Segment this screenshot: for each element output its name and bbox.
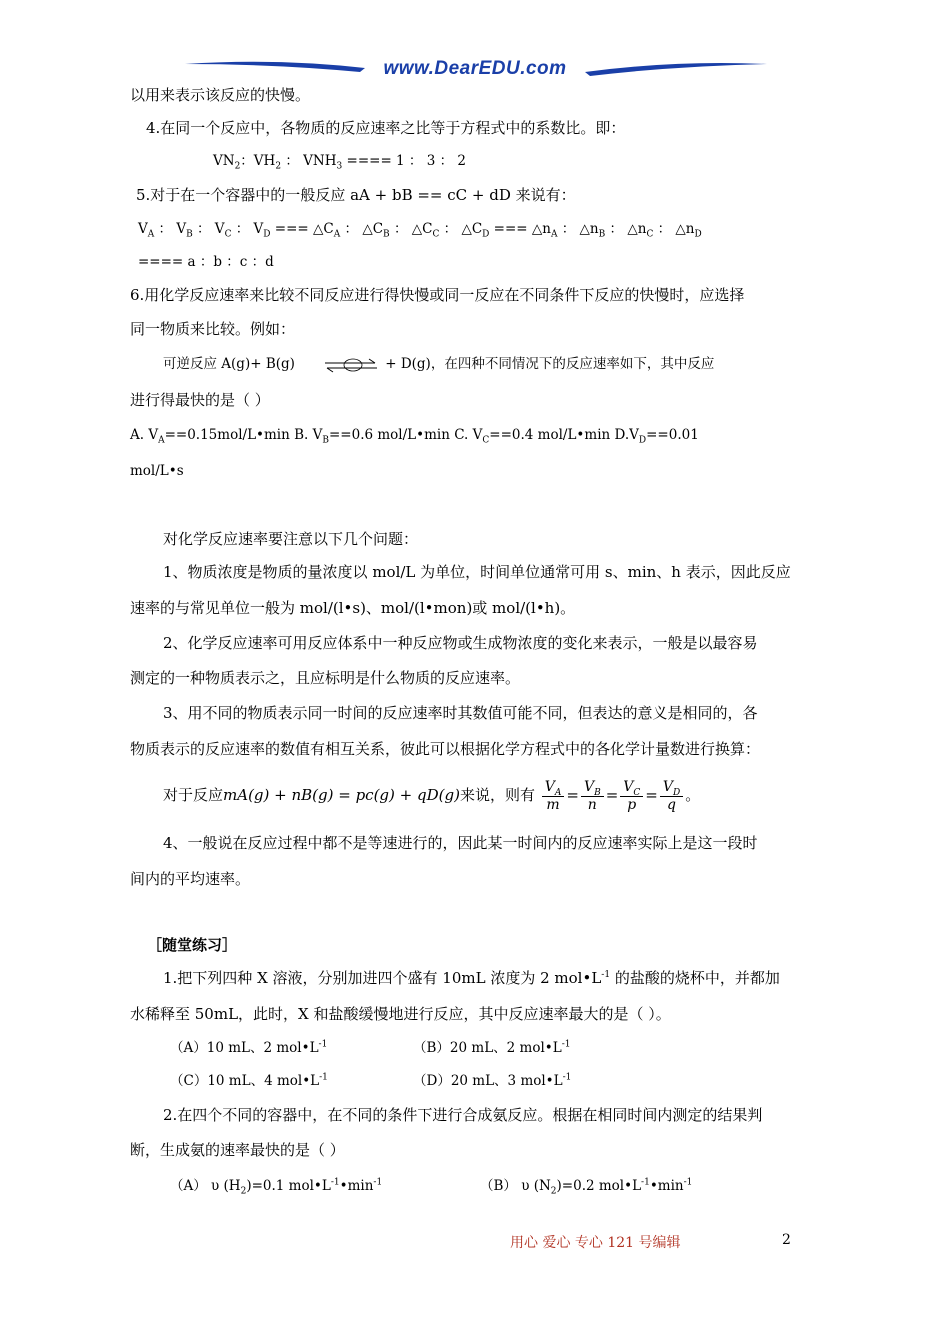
option-d: （D）20 mL、3 $mol•L^{-1}$ (413, 1072, 572, 1089)
text-line: 4.在同一个反应中，各物质的反应速率之比等于方程式中的系数比。即： (146, 119, 626, 137)
fraction-vc-p: $\frac{V_C}{p}$ (620, 779, 643, 814)
rate-ratio-line: $V_A$ ： $V_B$ ： $V_C$ ： $V_D$ === $\triangle C_A$ ： $\triangle C_B$ ： $\triangle C_C$ ： $\triangle C_D$ === $\triangle n_A$ ： $\triangle n_B$ ： $\triangle n_C$ ： $\triangle n_D$ (138, 221, 702, 240)
text-line: 5.对于在一个容器中的一般反应 aA + bB == cC + dD 来说有： (136, 186, 576, 204)
option-c: （C）10 mL、4 $mol•L^{-1}$ (170, 1072, 328, 1089)
option-2b: （B） υ $(N_2)=0.2$ $mol•L^{-1}•\min^{-1}$ (480, 1177, 693, 1197)
text-line: 对化学反应速率要注意以下几个问题： (163, 530, 419, 548)
reversible-reaction-line: 可逆反应 A(g)+ B(g) + D(g)，在四种不同情况下的反应速率如下，其中反应 (163, 356, 715, 372)
option-a: （A）10 mL、2 $mol•L^{-1}$ (170, 1039, 328, 1056)
text-line: 速率的与常见单位一般为 mol/(l•s)、mol/(l•mon)或 mol/(l•h)。 (130, 599, 576, 617)
text-line: 测定的一种物质表示之，且应标明是什么物质的反应速率。 (130, 669, 521, 687)
page-number: 2 (782, 1232, 791, 1248)
text-line: mol/L•s (130, 463, 184, 479)
site-url: www.DearEDU.com (383, 58, 567, 79)
text-line: 3、用不同的物质表示同一时间的反应速率时其数值可能不同，但表达的意义是相同的，各 (163, 704, 758, 722)
text-line: 1、物质浓度是物质的量浓度以 mol/L 为单位，时间单位通常可用 s、min、h 表示，因此反应 (163, 563, 791, 581)
options-line: A. $V_A==0.15mol/L•\min$ B. $V_B==0.6$ mol/L•min C. $V_C==0.4$ mol/L•min $D.V_D==0.01$ (130, 427, 699, 446)
text-line: 以用来表示该反应的快慢。 (130, 86, 311, 104)
text-line: 6.用化学反应速率来比较不同反应进行得快慢或同一反应在不同条件下反应的快慢时，应选择 (130, 286, 745, 304)
option-2a: （A） υ $(H_2)=0.1$ $mol•L^{-1}•\min^{-1}$ (170, 1177, 383, 1197)
text-line: 同一物质来比较。例如： (130, 320, 296, 338)
text-line: ==== a ：b ：c ：d (138, 254, 274, 270)
text-line: 间内的平均速率。 (130, 870, 251, 888)
text-line: 4、一般说在反应过程中都不是等速进行的，因此某一时间内的反应速率实际上是这一段时 (163, 834, 758, 852)
section-heading: ［随堂练习］ (147, 936, 238, 954)
option-b: （B）20 mL、2 $mol•L^{-1}$ (413, 1039, 571, 1056)
question-1: 1.把下列四种 X 溶液，分别加进四个盛有 10mL 浓度为 2 $mol•L^{-1}$ 的盐酸的烧杯中，并都加 (163, 969, 780, 987)
text-line: 断，生成氨的速率最快的是（ ） (130, 1141, 345, 1159)
fraction-vd-q: $\frac{V_D}{q}$ (660, 779, 683, 814)
text-line: 水稀释至 50mL，此时，X 和盐酸缓慢地进行反应，其中反应速率最大的是（ ）。 (130, 1005, 671, 1023)
equilibrium-arrow-icon (321, 357, 381, 373)
text-line: 2.在四个不同的容器中，在不同的条件下进行合成氨反应。根据在相同时间内测定的结果判 (163, 1106, 763, 1124)
ratio-formula: $VN_2$：$VH_2$ ： $VNH_3$ ==== 1 ： 3 ： 2 (213, 153, 466, 172)
text-line: 2、化学反应速率可用反应体系中一种反应物或生成物浓度的变化来表示，一般是以最容易 (163, 634, 758, 652)
header-banner (175, 54, 775, 88)
text-line: 物质表示的反应速率的数值有相互关系，彼此可以根据化学方程式中的各化学计量数进行换算： (130, 740, 761, 758)
formula-line: 对于反应mA(g) + nB(g) = pc(g) + qD(g)来说，则有 $\frac{V_A}{m}$ = $\frac{V_B}{n}$ = $\frac{V_C}{p}$ = $\frac{V_D}{q}$ 。 (163, 778, 701, 813)
fraction-va-m: $\frac{V_A}{m}$ (542, 779, 565, 814)
fraction-vb-n: $\frac{V_B}{n}$ (581, 779, 604, 814)
footer-text: 用心 爱心 专心 121 号编辑 (510, 1235, 681, 1251)
text-line: 进行得最快的是（ ） (130, 391, 270, 409)
